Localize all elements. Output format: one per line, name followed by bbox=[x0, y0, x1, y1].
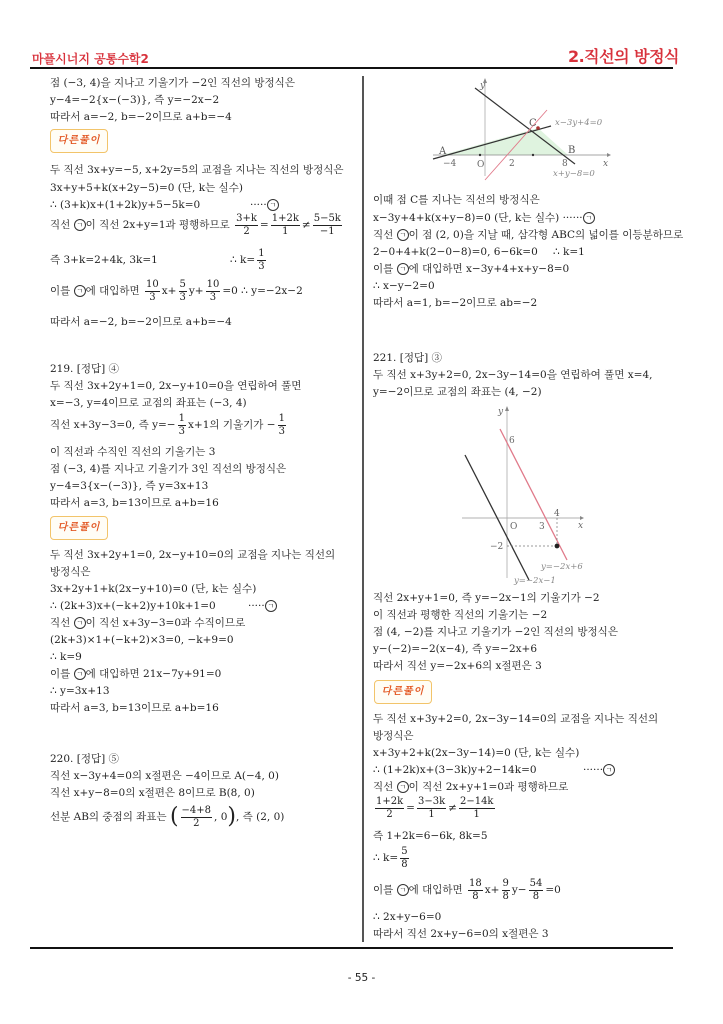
book-title: 마플시너지 공통수학2 bbox=[32, 52, 149, 66]
fraction bbox=[375, 796, 404, 821]
fraction bbox=[468, 878, 483, 903]
text-line: x+3y+2+k(2x−3y−14)=0 (단, k는 실수) bbox=[373, 747, 580, 759]
text-line: 따라서 a=3, b=13이므로 a+b=16 bbox=[50, 702, 219, 714]
problem-221-title: 221. [정답] ③ bbox=[373, 352, 443, 364]
line-label-x+y-8: x+y−8=0 bbox=[553, 169, 595, 179]
fraction bbox=[400, 846, 408, 871]
text-line: 점 (−3, 4)을 지나고 기울기가 −2인 직선의 방정식은 bbox=[50, 77, 295, 89]
denominator: 3 bbox=[258, 260, 265, 272]
text: y− bbox=[511, 884, 527, 896]
text: 이 직선 2x+y=1과 평행하므로 bbox=[85, 219, 230, 231]
denominator: 8 bbox=[401, 858, 408, 870]
denominator: 3 bbox=[278, 425, 285, 437]
text-line: 직선 x+y−8=0의 x절편은 8이므로 B(8, 0) bbox=[50, 787, 255, 799]
fraction bbox=[257, 248, 265, 273]
text: 에 대입하면 x−3y+4+x+y−8=0 bbox=[408, 263, 570, 275]
text: 2−0+4+k(2−0−8)=0, 6−6k=0 bbox=[373, 246, 538, 258]
tick-label-2: 2 bbox=[509, 159, 515, 169]
text-line: 직선 2x+y+1=0, 즉 y=−2x−1의 기울기가 −2 bbox=[373, 592, 600, 604]
denominator: 2 bbox=[386, 808, 393, 820]
fraction bbox=[178, 413, 186, 438]
text-line bbox=[373, 228, 683, 242]
equals: = bbox=[259, 219, 269, 231]
text: y+ bbox=[188, 285, 204, 297]
y-axis-label: y bbox=[480, 81, 486, 91]
graph-triangle-abc bbox=[425, 76, 620, 182]
text: 직선 bbox=[50, 219, 74, 231]
text-line bbox=[50, 245, 265, 275]
circle-mark: ㄱ bbox=[397, 884, 409, 896]
y-axis-arrow bbox=[505, 406, 509, 411]
text-line: 점 (−3, 4)를 지나고 기울기가 3인 직선의 방정식은 bbox=[50, 463, 287, 475]
not-equal: ≠ bbox=[301, 219, 311, 231]
fraction bbox=[181, 805, 212, 830]
circle-mark: ㄱ bbox=[267, 199, 279, 211]
tick-label-6: 6 bbox=[509, 436, 515, 446]
numerator: 5 bbox=[179, 278, 186, 290]
text-line: 두 직선 3x+2y+1=0, 2x−y+10=0을 연립하여 풀면 bbox=[50, 380, 302, 392]
text-line bbox=[50, 599, 275, 613]
point-4-neg2 bbox=[555, 544, 560, 549]
text: , 0 bbox=[214, 811, 228, 823]
circle-mark: ㄱ bbox=[583, 212, 595, 224]
text: 직선 x+3y−3=0, 즉 y=− bbox=[50, 419, 176, 431]
numerator: 10 bbox=[146, 278, 159, 290]
x-axis-label: x bbox=[578, 521, 584, 531]
text-line bbox=[50, 802, 284, 832]
tick-label-8: 8 bbox=[562, 159, 568, 169]
numerator: 1+2k bbox=[271, 212, 299, 224]
text-line bbox=[50, 667, 221, 681]
fraction bbox=[502, 878, 510, 903]
text: 이를 bbox=[373, 884, 397, 896]
paren: ( bbox=[169, 804, 179, 829]
fraction bbox=[278, 413, 286, 438]
text-line: 두 직선 x+3y+2=0, 2x−3y−14=0을 연립하여 풀면 x=4, bbox=[373, 369, 653, 381]
circle-mark: ㄱ bbox=[74, 285, 86, 297]
numerator: 1 bbox=[258, 247, 265, 259]
circle-mark: ㄱ bbox=[397, 781, 409, 793]
tick-label-neg2: −2 bbox=[490, 542, 504, 552]
text-line bbox=[50, 276, 303, 306]
fraction bbox=[459, 796, 495, 821]
header-rule bbox=[30, 67, 673, 69]
column-divider bbox=[362, 76, 364, 942]
text-line: ∴ 2x+y−6=0 bbox=[373, 911, 442, 923]
line-y=-2x+6 bbox=[500, 429, 567, 560]
result: ∴ k=1 bbox=[553, 246, 585, 258]
text-line bbox=[373, 245, 585, 259]
text-line bbox=[50, 616, 245, 630]
x-axis-label: x bbox=[603, 159, 609, 169]
denominator: 8 bbox=[532, 890, 540, 902]
denominator: 3 bbox=[178, 425, 185, 437]
denominator: 2 bbox=[193, 817, 200, 829]
denominator: 2 bbox=[243, 225, 250, 237]
equals: = bbox=[406, 802, 415, 814]
text-line: y−4=3{x−(−3)}, 즉 y=3x+13 bbox=[50, 480, 209, 492]
numerator: −4+8 bbox=[181, 804, 212, 816]
circle-mark: ㄱ bbox=[397, 229, 409, 241]
text: =0 bbox=[545, 884, 561, 896]
equation: ∴ (2k+3)x+(−k+2)y+10k+1=0 bbox=[50, 600, 216, 612]
fraction bbox=[417, 796, 446, 821]
text-line: 두 직선 x+3y+2=0, 2x−3y−14=0의 교점을 지나는 직선의 bbox=[373, 713, 659, 725]
text: 이 직선 2x+y+1=0과 평행하므로 bbox=[408, 781, 569, 793]
numerator: 3+k bbox=[236, 212, 257, 224]
numerator: 54 bbox=[529, 877, 543, 889]
y-axis-label: y bbox=[498, 407, 504, 417]
text-line: 따라서 직선 2x+y−6=0의 x절편은 3 bbox=[373, 928, 549, 940]
equation-marker bbox=[248, 599, 277, 613]
text: 에 대입하면 bbox=[408, 884, 463, 896]
fraction bbox=[529, 878, 544, 903]
text-line: 두 직선 3x+2y+1=0, 2x−y+10=0의 교점을 지나는 직선의 bbox=[50, 549, 336, 561]
text-line: 따라서 a=1, b=−2이므로 ab=−2 bbox=[373, 297, 538, 309]
origin-label: O bbox=[510, 522, 518, 532]
text-line: 3x+2y+1+k(2x−y+10)=0 (단, k는 실수) bbox=[50, 583, 257, 595]
text-line: 직선 x−3y+4=0의 x절편은 −4이므로 A(−4, 0) bbox=[50, 770, 279, 782]
point-b-label: B bbox=[568, 145, 576, 156]
page-number: - 55 - bbox=[347, 972, 376, 984]
equation: ∴ (3+k)x+(1+2k)y+5−5k=0 bbox=[50, 199, 201, 211]
equation-marker bbox=[583, 763, 615, 777]
numerator: 2−14k bbox=[459, 795, 494, 807]
dots: ····· bbox=[250, 199, 267, 211]
alt-solution-badge: 다른풀이 bbox=[374, 680, 432, 704]
problem-220-title: 220. [정답] ⑤ bbox=[50, 753, 120, 765]
circle-mark: ㄱ bbox=[397, 263, 409, 275]
denominator: 3 bbox=[179, 291, 186, 303]
text: 이 직선 x+3y−3=0과 수직이므로 bbox=[85, 617, 246, 629]
text-line bbox=[50, 410, 288, 440]
text: ∴ k= bbox=[230, 254, 256, 266]
problem-219-title: 219. [정답] ④ bbox=[50, 363, 120, 375]
text: x+1의 기울기가 − bbox=[187, 419, 276, 431]
text-line: ∴ k=9 bbox=[50, 651, 82, 663]
numerator: 1 bbox=[278, 412, 285, 424]
denominator: 1 bbox=[473, 808, 480, 820]
denominator: 3 bbox=[149, 291, 156, 303]
fraction bbox=[271, 213, 300, 238]
denominator: 8 bbox=[502, 890, 509, 902]
tick-label-3: 3 bbox=[539, 522, 545, 532]
numerator: 10 bbox=[206, 278, 220, 290]
line-label-dark: y=−2x−1 bbox=[514, 576, 556, 586]
graph-parallel-lines bbox=[460, 400, 620, 586]
text: 이를 bbox=[50, 668, 74, 680]
text-line: 점 (4, −2)를 지나고 기울기가 −2인 직선의 방정식은 bbox=[373, 626, 618, 638]
not-equal: ≠ bbox=[448, 802, 457, 814]
tick-mark bbox=[479, 154, 481, 156]
numerator: 5−5k bbox=[313, 212, 341, 224]
text: 직선 bbox=[373, 229, 397, 241]
text-line: ∴ x−y−2=0 bbox=[373, 280, 435, 292]
text-line: ∴ y=3x+13 bbox=[50, 685, 110, 697]
text-line: y−4=−2{x−(−3)}, 즉 y=−2x−2 bbox=[50, 94, 220, 106]
text: 즉 3+k=2+4k, 3k=1 bbox=[50, 254, 158, 266]
alt-solution-badge: 다른풀이 bbox=[50, 129, 108, 153]
text: 이 점 (2, 0)을 지날 때, 삼각형 ABC의 넓이를 이등분하므로 bbox=[408, 229, 684, 241]
text-line bbox=[373, 211, 595, 225]
circle-mark: ㄱ bbox=[74, 668, 86, 680]
numerator: 3−3k bbox=[417, 795, 446, 807]
text-line: 따라서 a=−2, b=−2이므로 a+b=−4 bbox=[50, 111, 232, 123]
line-y=-2x-1 bbox=[465, 455, 529, 580]
text-line: (2k+3)×1+(−k+2)×3=0, −k+9=0 bbox=[50, 634, 234, 646]
denominator: 1 bbox=[282, 225, 289, 237]
text-line: 즉 1+2k=6−6k, 8k=5 bbox=[373, 830, 488, 842]
text-line bbox=[373, 875, 561, 905]
text-line: 방정식은 bbox=[373, 730, 414, 742]
alt-solution-badge: 다른풀이 bbox=[50, 516, 108, 540]
text-line: 이 직선과 수직인 직선의 기울기는 3 bbox=[50, 446, 216, 458]
circle-mark: ㄱ bbox=[265, 600, 277, 612]
text-line bbox=[373, 793, 497, 823]
numerator: 18 bbox=[469, 877, 482, 889]
numerator: 9 bbox=[502, 877, 509, 889]
text-line: y=−2이므로 교점의 좌표는 (4, −2) bbox=[373, 386, 542, 398]
text: 직선 bbox=[50, 617, 74, 629]
point-c bbox=[536, 126, 540, 130]
result bbox=[230, 245, 268, 275]
text-line: 따라서 a=−2, b=−2이므로 a+b=−4 bbox=[50, 316, 232, 328]
circle-mark: ㄱ bbox=[74, 617, 86, 629]
fraction bbox=[179, 279, 187, 304]
paren: ) bbox=[227, 804, 236, 829]
dots: ····· bbox=[248, 600, 265, 612]
text-line: 이때 점 C를 지나는 직선의 방정식은 bbox=[373, 194, 540, 206]
fraction bbox=[206, 279, 221, 304]
tick-mark bbox=[532, 154, 534, 156]
text-line bbox=[373, 763, 613, 777]
text-line: 두 직선 3x+y=−5, x+2y=5의 교점을 지나는 직선의 방정식은 bbox=[50, 164, 344, 176]
fraction bbox=[235, 213, 258, 238]
text: 이를 bbox=[50, 285, 74, 297]
text: 직선 bbox=[373, 781, 397, 793]
text: , 즉 (2, 0) bbox=[235, 811, 285, 823]
numerator: 1 bbox=[178, 412, 185, 424]
chapter-title: 2.직선의 방정식 bbox=[567, 47, 679, 66]
text: 에 대입하면 21x−7y+91=0 bbox=[85, 668, 222, 680]
point-a-label: A bbox=[439, 146, 447, 157]
text: =0 ∴ y=−2x−2 bbox=[222, 285, 303, 297]
text: 선분 AB의 중점의 좌표는 bbox=[50, 811, 167, 823]
text-line: 이 직선과 평행한 직선의 기울기는 −2 bbox=[373, 609, 548, 621]
circle-mark: ㄱ bbox=[74, 219, 86, 231]
tick-label-neg4: −4 bbox=[443, 159, 457, 169]
origin-label: O bbox=[477, 160, 485, 170]
text-line: 3x+y+5+k(x+2y−5)=0 (단, k는 실수) bbox=[50, 182, 243, 194]
denominator: 1 bbox=[428, 808, 435, 820]
footer-rule bbox=[30, 947, 673, 949]
x-axis-arrow bbox=[580, 516, 584, 520]
line-label-pink: y=−2x+6 bbox=[541, 562, 583, 572]
text-line bbox=[373, 262, 569, 276]
line-label-x-3y+4: x−3y+4=0 bbox=[555, 118, 603, 128]
text-line: 따라서 a=3, b=13이므로 a+b=16 bbox=[50, 497, 219, 509]
fraction bbox=[145, 279, 160, 304]
text: 이를 bbox=[373, 263, 397, 275]
fraction bbox=[313, 213, 342, 238]
text: x+ bbox=[161, 285, 177, 297]
text-line bbox=[373, 780, 568, 794]
text-line: y−(−2)=−2(x−4), 즉 y=−2x+6 bbox=[373, 643, 538, 655]
text-line bbox=[50, 210, 344, 240]
text-line: 방정식은 bbox=[50, 566, 91, 578]
text: x+ bbox=[484, 884, 500, 896]
denominator: 8 bbox=[472, 890, 479, 902]
tick-label-4: 4 bbox=[554, 509, 560, 519]
x-axis-arrow bbox=[607, 153, 611, 157]
text-line: x=−3, y=4이므로 교점의 좌표는 (−3, 4) bbox=[50, 397, 247, 409]
point-c-label: C bbox=[529, 118, 537, 129]
dots: ······ bbox=[562, 212, 583, 224]
equation: x−3y+4+k(x+y−8)=0 (단, k는 실수) bbox=[373, 212, 560, 224]
dots: ······ bbox=[583, 764, 604, 776]
text-line: 따라서 직선 y=−2x+6의 x절편은 3 bbox=[373, 660, 542, 672]
text: 에 대입하면 bbox=[85, 285, 140, 297]
equation: ∴ (1+2k)x+(3−3k)y+2−14k=0 bbox=[373, 764, 537, 776]
denominator: 3 bbox=[209, 291, 217, 303]
numerator: 1+2k bbox=[376, 795, 404, 807]
circle-mark: ㄱ bbox=[603, 764, 615, 776]
numerator: 5 bbox=[401, 845, 408, 857]
denominator: −1 bbox=[319, 225, 335, 237]
text: ∴ k= bbox=[373, 852, 399, 864]
text-line bbox=[373, 843, 411, 873]
